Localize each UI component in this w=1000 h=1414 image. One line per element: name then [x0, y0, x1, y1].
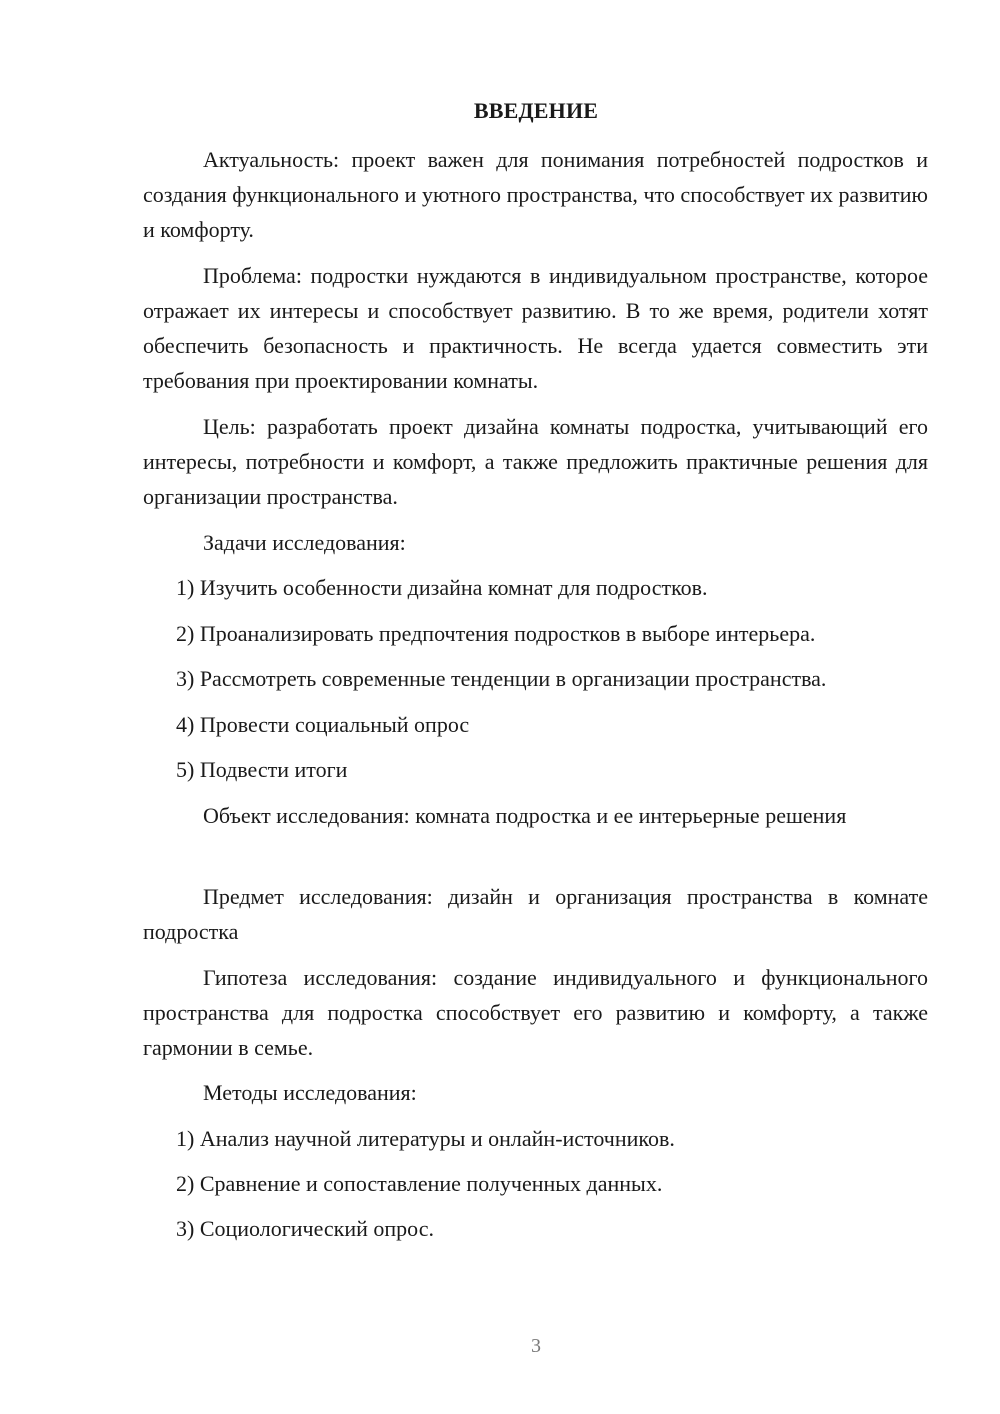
task-item-1: 1) Изучить особенности дизайна комнат для подростков. — [176, 575, 708, 600]
paragraph-problem: Проблема: подростки нуждаются в индивидуальном пространстве, которое отражает их интересы и способствует развитию. В то же время, родители хотят обеспечить безопасность и практичность. Не всегда удается совместить эти требования при проектировании комнаты. — [143, 263, 928, 393]
page-number: 3 — [531, 1335, 541, 1357]
method-item-1: 1) Анализ научной литературы и онлайн-источников. — [176, 1126, 675, 1151]
method-item-2: 2) Сравнение и сопоставление полученных данных. — [176, 1171, 663, 1196]
paragraph-subject: Предмет исследования: дизайн и организация пространства в комнате подростка — [143, 884, 928, 944]
task-item-2: 2) Проанализировать предпочтения подростков в выборе интерьера. — [176, 621, 816, 646]
task-item-4: 4) Провести социальный опрос — [176, 712, 470, 737]
page-title: ВВЕДЕНИЕ — [473, 98, 599, 123]
tasks-heading: Задачи исследования: — [203, 530, 406, 555]
methods-heading: Методы исследования: — [203, 1080, 417, 1105]
method-item-3: 3) Социологический опрос. — [176, 1216, 434, 1241]
task-item-3: 3) Рассмотреть современные тенденции в организации пространства. — [176, 666, 827, 691]
paragraph-hypothesis: Гипотеза исследования: создание индивидуального и функционального пространства для подростка способствует его развитию и комфорту, а также гармонии в семье. — [143, 965, 928, 1060]
task-item-5: 5) Подвести итоги — [176, 757, 348, 782]
paragraph-relevance: Актуальность: проект важен для понимания потребностей подростков и создания функционального и уютного пространства, что способствует их развитию и комфорту. — [143, 147, 928, 242]
paragraph-goal: Цель: разработать проект дизайна комнаты подростка, учитывающий его интересы, потребности и комфорт, а также предложить практичные решения для организации пространства. — [143, 414, 928, 509]
paragraph-object: Объект исследования: комната подростка и ее интерьерные решения — [203, 803, 847, 828]
